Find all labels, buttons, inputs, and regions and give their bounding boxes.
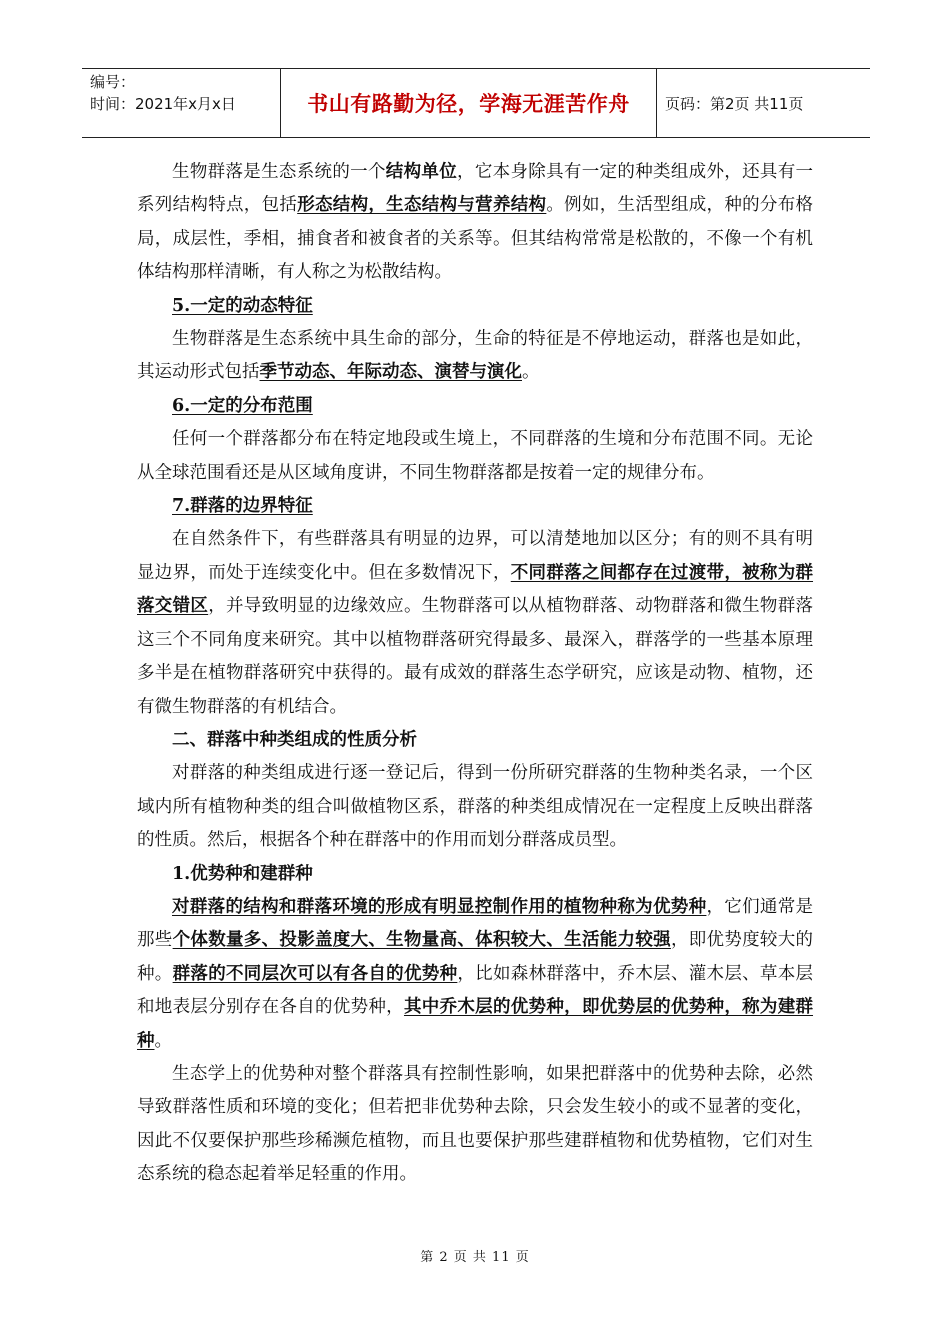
- time-label: 时间：2021年x月x日: [90, 95, 236, 113]
- header-slogan: 书山有路勤为径，学海无涯苦作舟: [281, 69, 657, 137]
- heading-dominant-species: 1.优势种和建群种: [172, 863, 313, 884]
- header-page-info: 页码：第2页 共11页: [665, 94, 804, 113]
- heading-boundary-features: 7.群落的边界特征: [172, 496, 313, 517]
- heading-section-two: 二、群落中种类组成的性质分析: [172, 729, 417, 750]
- header-left-cell: [82, 69, 281, 137]
- page-footer: 第 2 页 共 11 页: [420, 1250, 530, 1265]
- document-body: [137, 156, 813, 1192]
- paragraph-dynamics: 生物群落是生态系统中具生命的部分，生命的特征是不停地运动，群落也是如此，其运动形式包括季节动态、年际动态、演替与演化。: [137, 329, 813, 383]
- paragraph-structure-unit: 生物群落是生态系统的一个结构单位，它本身除具有一定的种类组成外，还具有一系列结构特点，包括形态结构，生态结构与营养结构。例如，生活型组成，种的分布格局，成层性，季相，捕食者和被食者的关系等。但其结构常常是松散的，不像一个有机体结构那样清晰，有人称之为松散结构。: [137, 162, 814, 283]
- paragraph-species-composition: 对群落的种类组成进行逐一登记后，得到一份所研究群落的生物种类名录，一个区域内所有植物种类的组合叫做植物区系，群落的种类组成情况在一定程度上反映出群落的性质。然后，根据各个种在群落中的作用而划分群落成员型。: [137, 763, 813, 851]
- heading-dynamic-features: 5.一定的动态特征: [172, 295, 313, 316]
- paragraph-distribution: 任何一个群落都分布在特定地段或生境上，不同群落的生境和分布范围不同。无论从全球范围看还是从区域角度讲，不同生物群落都是按着一定的规律分布。: [137, 429, 813, 483]
- page-header: [82, 68, 870, 138]
- paragraph-dominant-importance: 生态学上的优势种对整个群落具有控制性影响，如果把群落中的优势种去除，必然导致群落性质和环境的变化；但若把非优势种去除，只会发生较小的或不显著的变化，因此不仅要保护那些珍稀濒危植物，而且也要保护那些建群植物和优势植物，它们对生态系统的稳态起着举足轻重的作用。: [137, 1063, 813, 1185]
- paragraph-boundary: 在自然条件下，有些群落具有明显的边界，可以清楚地加以区分；有的则不具有明显边界，而处于连续变化中。但在多数情况下，不同群落之间都存在过渡带，被称为群落交错区，并导致明显的边缘效应。生物群落可以从植物群落、动物群落和微生物群落这三个不同角度来研究。其中以植物群落研究得最多、最深入，群落学的一些基本原理多半是在植物群落研究中获得的。最有成效的群落生态学研究，应该是动物、植物，还有微生物群落的有机结合。: [137, 529, 814, 717]
- number-label: 编号：: [90, 73, 136, 91]
- paragraph-dominant-species: 对群落的结构和群落环境的形成有明显控制作用的植物种称为优势种，它们通常是那些个体数量多、投影盖度大、生物量高、体积较大、生活能力较强，即优势度较大的种。群落的不同层次可以有各自的优势种，比如森林群落中，乔木层、灌木层、草本层和地表层分别存在各自的优势种，其中乔木层的优势种，即优势层的优势种，称为建群种。: [137, 896, 814, 1051]
- heading-distribution-range: 6.一定的分布范围: [172, 395, 313, 416]
